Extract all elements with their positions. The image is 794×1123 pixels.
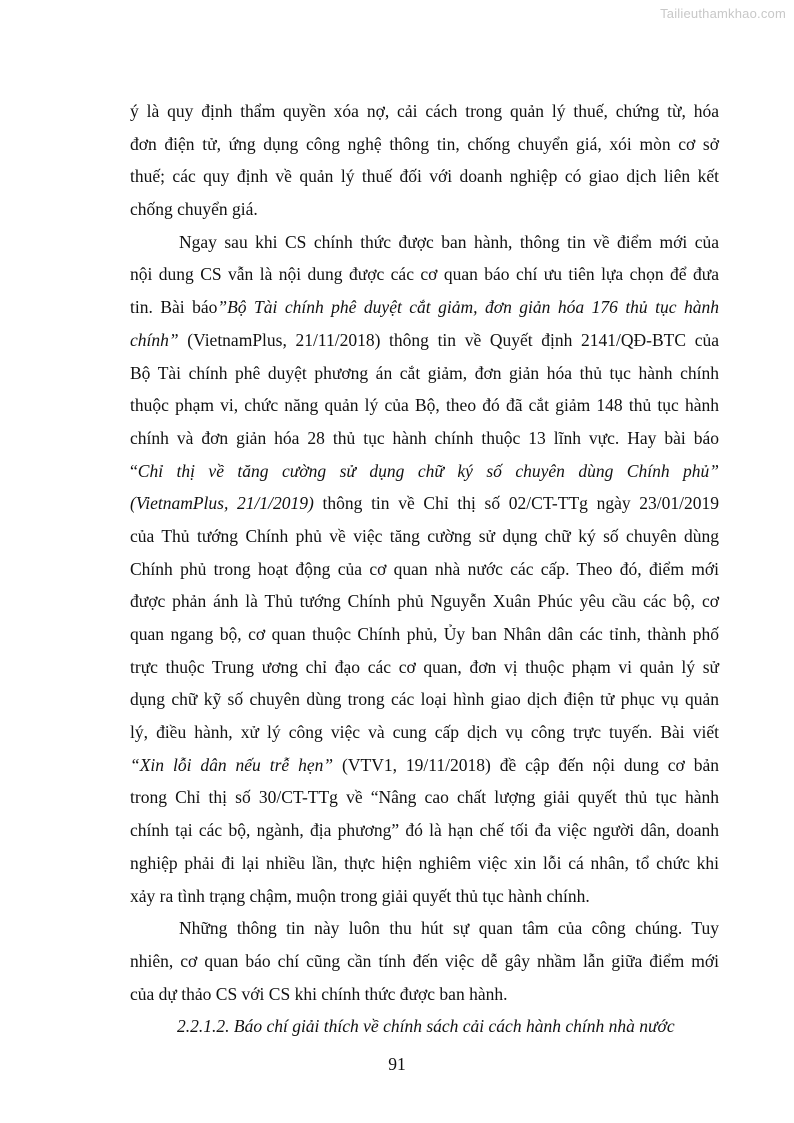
text-line: Chính phủ trong hoạt động của cơ quan nhà nước các cấp. Theo đó, điểm mới (130, 558, 719, 579)
text-line: thuộc phạm vi, chức năng quản lý của Bộ, theo đó đã cắt giảm 148 thủ tục hành (130, 395, 719, 416)
source-date: , 21/1/2019) (223, 493, 314, 514)
text-line: được phản ánh là Thủ tướng Chính phủ Nguyễn Xuân Phúc yêu cầu các bộ, cơ (130, 591, 719, 612)
paragraph-2 (130, 226, 719, 912)
text-line (130, 749, 719, 782)
text-segment: thông tin về Chỉ thị số 02/CT-TTg ngày 23/01/2019 (313, 493, 719, 514)
text-line: chính và đơn giản hóa 28 thủ tục hành chính thuộc 13 lĩnh vực. Hay bài báo (130, 427, 719, 448)
text-line: nội dung CS vẫn là nội dung được các cơ quan báo chí ưu tiên lựa chọn để đưa (130, 264, 719, 285)
text-line (130, 487, 719, 520)
text-line: Ngay sau khi CS chính thức được ban hành, thông tin về điểm mới của (179, 231, 719, 252)
text-line: nhiên, cơ quan báo chí cũng cần tính đến việc dễ gây nhầm lẫn giữa điểm mới (130, 950, 719, 971)
text-line: của dự thảo CS với CS khi chính thức được ban hành. (130, 983, 508, 1004)
text-line: Những thông tin này luôn thu hút sự quan tâm của công chúng. Tuy (179, 918, 719, 939)
text-line: của Thủ tướng Chính phủ về việc tăng cường sử dụng chữ ký số chuyên dùng (130, 525, 719, 546)
watermark: Tailieuthamkhao.com (660, 6, 786, 21)
article-title: “Xin lỗi dân nếu trễ hẹn” (130, 754, 334, 775)
text-line: quan ngang bộ, cơ quan thuộc Chính phủ, Ủy ban Nhân dân các tỉnh, thành phố (130, 624, 719, 644)
text-line: trong Chỉ thị số 30/CT-TTg về “Nâng cao chất lượng giải quyết thủ tục hành (130, 787, 719, 808)
text-line: lý, điều hành, xử lý công việc và cung cấp dịch vụ công trực tuyến. Bài viết (130, 722, 719, 743)
text-line: ý là quy định thẩm quyền xóa nợ, cải cách trong quản lý thuế, chứng từ, hóa (130, 101, 719, 121)
text-line: chống chuyển giá. (130, 199, 258, 220)
text-line: xảy ra tình trạng chậm, muộn trong giải quyết thủ tục hành chính. (130, 885, 590, 906)
text-line: chính tại các bộ, ngành, địa phương” đó là hạn chế tối đa việc người dân, doanh (130, 820, 719, 841)
text-line (130, 455, 719, 488)
paragraph-1 (130, 95, 719, 226)
page-number: 91 (388, 1054, 406, 1074)
section-heading: 2.2.1.2. Báo chí giải thích về chính sách cải cách hành chính nhà nước (177, 1016, 675, 1037)
text-segment: “ (130, 460, 138, 481)
text-line: thuế; các quy định về quản lý thuế đối với doanh nghiệp có giao dịch liên kết (130, 166, 719, 187)
text-line: nghiệp phải đi lại nhiều lần, thực hiện nghiêm việc xin lỗi cá nhân, tổ chức khi (130, 852, 719, 873)
text-line: Bộ Tài chính phê duyệt phương án cắt giảm, đơn giản hóa thủ tục hành chính (130, 362, 719, 383)
text-line: dụng chữ kỹ số chuyên dùng trong các loại hình giao dịch điện tử phục vụ quản (130, 689, 719, 710)
article-title: Chỉ thị về tăng cường sử dụng chữ ký số chuyên dùng Chính phủ” (137, 460, 719, 481)
document-body (130, 95, 719, 1043)
text-line: trực thuộc Trung ương chỉ đạo các cơ quan, đơn vị thuộc phạm vi quản lý sử (130, 656, 719, 677)
text-segment: tin. Bài báo (130, 297, 218, 318)
text-segment: (VietnamPlus, 21/11/2018) thông tin về Quyết định 2141/QĐ-BTC của (178, 329, 719, 350)
article-title: chính” (130, 329, 179, 350)
text-line (130, 291, 719, 324)
source-name: (VietnamPlus (130, 493, 224, 514)
article-title: ”Bộ Tài chính phê duyệt cắt giảm, đơn giản hóa 176 thủ tục hành (217, 297, 720, 318)
text-segment: (VTV1, 19/11/2018) đề cập đến nội dung cơ bản (333, 754, 719, 775)
paragraph-3 (130, 912, 719, 1010)
text-line: đơn điện tử, ứng dụng công nghệ thông tin, chống chuyển giá, xói mòn cơ sở (130, 133, 719, 154)
text-line (130, 324, 719, 357)
